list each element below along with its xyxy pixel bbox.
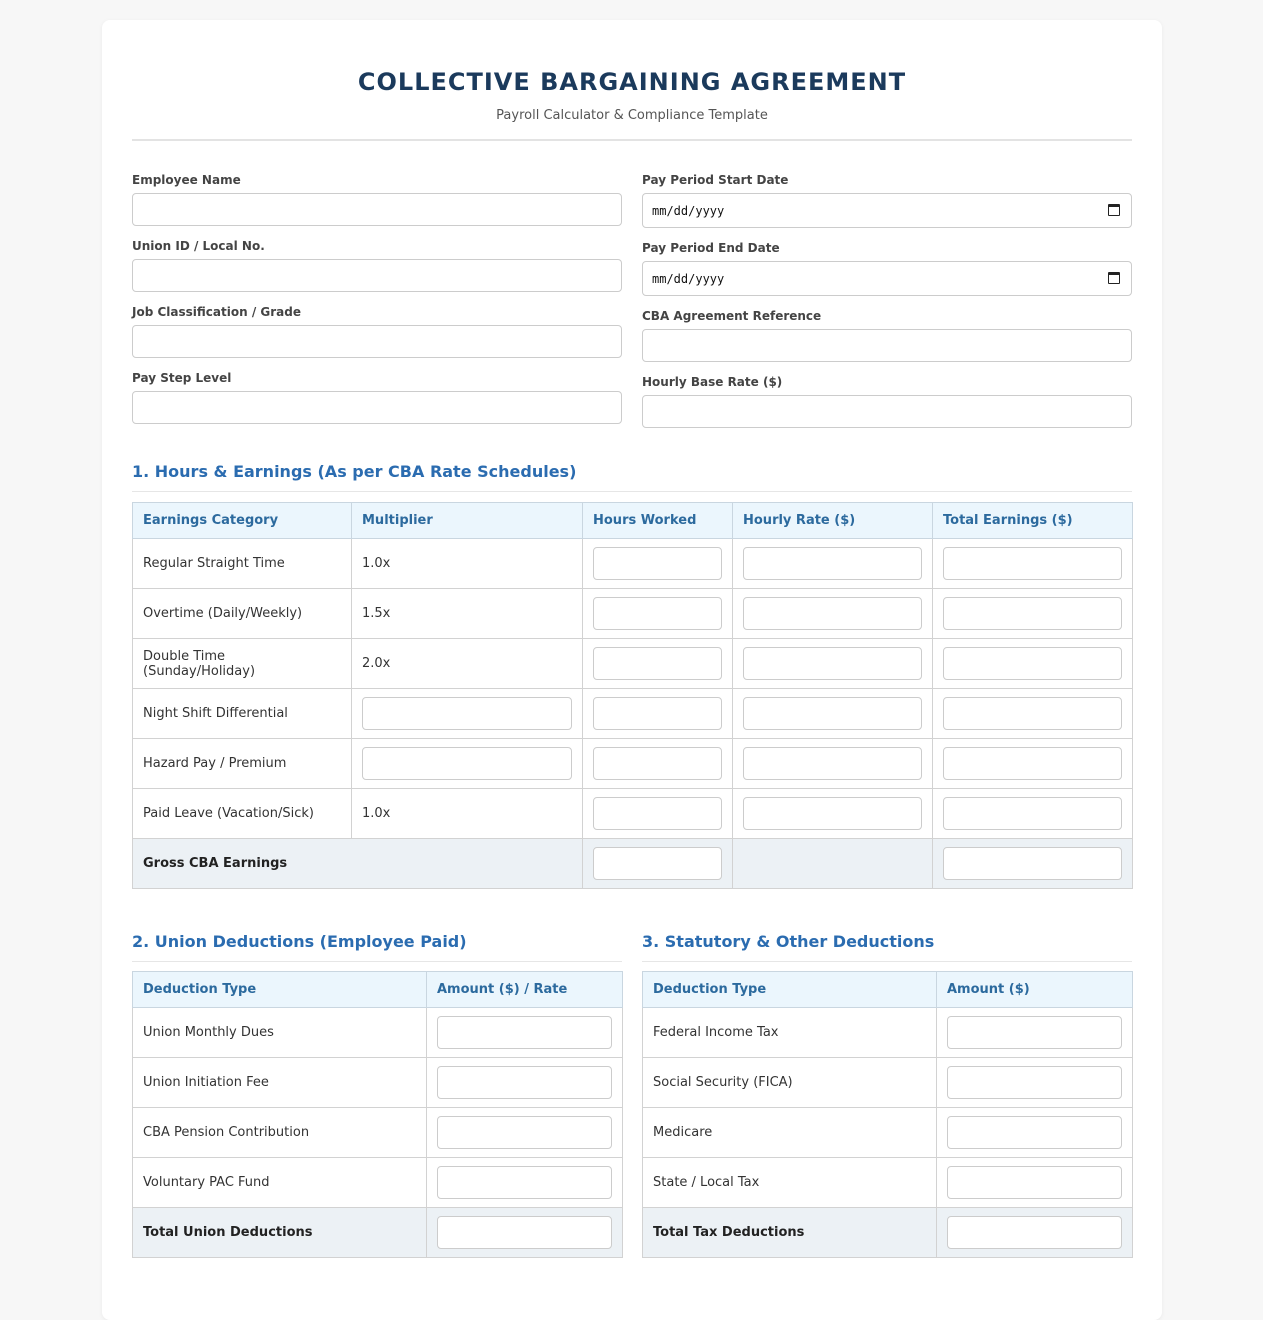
date-placeholder: mm/dd/yyyy [652,204,725,218]
earnings-category: Double Time (Sunday/Holiday) [133,639,352,689]
total-union-deductions-input[interactable] [437,1216,612,1249]
employee-name-field [132,173,622,226]
total-row [643,1208,1133,1258]
union-deductions-title: 2. Union Deductions (Employee Paid) [132,932,622,962]
union-dues-input[interactable] [437,1016,612,1049]
pay-step-input[interactable] [132,391,622,424]
cba-reference-field [642,309,1132,362]
deduction-type: State / Local Tax [643,1158,937,1208]
initiation-fee-input[interactable] [437,1066,612,1099]
gross-earnings-input[interactable] [943,847,1122,880]
union-id-input[interactable] [132,259,622,292]
deduction-type: Social Security (FICA) [643,1058,937,1108]
total-hours-input[interactable] [593,847,722,880]
statutory-deductions-title: 3. Statutory & Other Deductions [642,932,1132,962]
table-row [133,739,1133,789]
column-header: Deduction Type [643,972,937,1008]
column-header: Hourly Rate ($) [733,503,933,539]
job-classification-field [132,305,622,358]
deduction-type: Medicare [643,1108,937,1158]
table-row [133,1158,623,1208]
column-header: Earnings Category [133,503,352,539]
multiplier-value: 1.5x [352,589,583,639]
medicare-input[interactable] [947,1116,1122,1149]
multiplier-input[interactable] [362,747,572,780]
pay-period-start-field [642,173,1132,228]
table-row [133,689,1133,739]
deduction-type: CBA Pension Contribution [133,1108,427,1158]
deduction-type: Voluntary PAC Fund [133,1158,427,1208]
date-placeholder: mm/dd/yyyy [652,272,725,286]
calendar-icon[interactable] [1108,204,1120,216]
pay-period-end-label: Pay Period End Date [642,241,780,255]
pension-contribution-input[interactable] [437,1116,612,1149]
pay-period-start-label: Pay Period Start Date [642,173,789,187]
pay-period-end-field [642,241,1132,296]
total-earnings-input[interactable] [943,547,1122,580]
union-deductions-table [132,971,623,1258]
earnings-category: Regular Straight Time [133,539,352,589]
employee-name-label: Employee Name [132,173,241,187]
table-row [643,1158,1133,1208]
multiplier-value: 2.0x [352,639,583,689]
table-row [133,1058,623,1108]
earnings-category: Overtime (Daily/Weekly) [133,589,352,639]
hourly-rate-input[interactable] [743,597,922,630]
earnings-header-row [133,503,1133,539]
state-local-tax-input[interactable] [947,1166,1122,1199]
earnings-category: Paid Leave (Vacation/Sick) [133,789,352,839]
statutory-deductions-header-row [643,972,1133,1008]
pay-period-start-input[interactable] [642,193,1132,228]
total-earnings-input[interactable] [943,697,1122,730]
pac-fund-input[interactable] [437,1166,612,1199]
pay-step-field [132,371,622,424]
total-earnings-input[interactable] [943,647,1122,680]
hours-worked-input[interactable] [593,597,722,630]
hourly-rate-input[interactable] [743,647,922,680]
pay-period-end-input[interactable] [642,261,1132,296]
column-header: Amount ($) / Rate [427,972,623,1008]
table-row [133,589,1133,639]
table-row [133,539,1133,589]
earnings-table [132,502,1133,889]
deduction-type: Federal Income Tax [643,1008,937,1058]
total-row [133,1208,623,1258]
multiplier-value: 1.0x [352,539,583,589]
union-id-field [132,239,622,292]
total-earnings-input[interactable] [943,597,1122,630]
form-header [132,20,1132,141]
calendar-icon[interactable] [1108,272,1120,284]
multiplier-input[interactable] [362,697,572,730]
statutory-deductions-table [642,971,1133,1258]
hours-worked-input[interactable] [593,797,722,830]
hourly-rate-input[interactable] [743,547,922,580]
hours-worked-input[interactable] [593,747,722,780]
hourly-base-rate-field [642,375,1132,428]
earnings-section-title: 1. Hours & Earnings (As per CBA Rate Schedules) [132,462,1132,492]
employee-name-input[interactable] [132,193,622,226]
union-id-label: Union ID / Local No. [132,239,265,253]
earnings-category: Hazard Pay / Premium [133,739,352,789]
gross-earnings-label: Gross CBA Earnings [133,839,583,889]
cba-reference-input[interactable] [642,329,1132,362]
total-union-deductions-label: Total Union Deductions [133,1208,427,1258]
hours-worked-input[interactable] [593,697,722,730]
pay-step-label: Pay Step Level [132,371,232,385]
total-row [133,839,1133,889]
hourly-rate-input[interactable] [743,797,922,830]
total-tax-deductions-input[interactable] [947,1216,1122,1249]
deduction-type: Union Monthly Dues [133,1008,427,1058]
total-tax-deductions-label: Total Tax Deductions [643,1208,937,1258]
table-row [643,1058,1133,1108]
table-row [133,639,1133,689]
hourly-rate-input[interactable] [743,747,922,780]
column-header: Multiplier [352,503,583,539]
earnings-category: Night Shift Differential [133,689,352,739]
total-earnings-input[interactable] [943,797,1122,830]
job-classification-label: Job Classification / Grade [132,305,301,319]
table-row [643,1008,1133,1058]
federal-tax-input[interactable] [947,1016,1122,1049]
total-earnings-input[interactable] [943,747,1122,780]
deduction-type: Union Initiation Fee [133,1058,427,1108]
payroll-form-card [102,20,1162,1320]
column-header: Total Earnings ($) [933,503,1133,539]
table-row [133,1108,623,1158]
table-row [133,789,1133,839]
multiplier-value: 1.0x [352,789,583,839]
job-classification-input[interactable] [132,325,622,358]
table-row [133,1008,623,1058]
page-subtitle: Payroll Calculator & Compliance Template [496,108,768,123]
hours-worked-input[interactable] [593,647,722,680]
hourly-base-rate-input[interactable] [642,395,1132,428]
column-header: Amount ($) [937,972,1133,1008]
hours-worked-input[interactable] [593,547,722,580]
cba-reference-label: CBA Agreement Reference [642,309,822,323]
hourly-rate-input[interactable] [743,697,922,730]
union-deductions-header-row [133,972,623,1008]
column-header: Deduction Type [133,972,427,1008]
social-security-input[interactable] [947,1066,1122,1099]
hourly-base-rate-label: Hourly Base Rate ($) [642,375,783,389]
table-row [643,1108,1133,1158]
column-header: Hours Worked [583,503,733,539]
page-title: COLLECTIVE BARGAINING AGREEMENT [357,68,907,96]
